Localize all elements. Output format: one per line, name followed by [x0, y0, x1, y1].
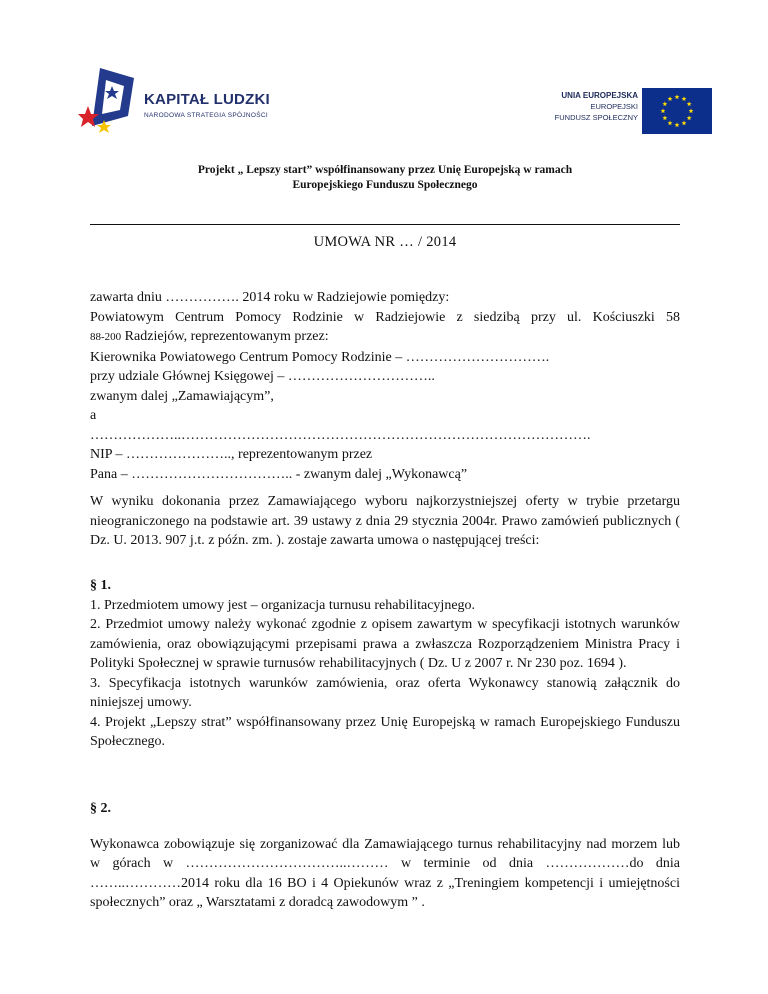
section-1-item-4: 4. Projekt „Lepszy strat” współfinansowany przez Unię Europejską w ramach Europejskiego Funduszu Społecznego.	[90, 714, 680, 749]
parties-line-accountant: przy udziale Głównej Księgowej – …………………………..	[90, 369, 435, 384]
project-header	[90, 163, 680, 193]
logo-title: KAPITAŁ LUDZKI	[144, 91, 270, 108]
parties-line-director: Kierownika Powiatowego Centrum Pomocy Rodzinie – ………………………….	[90, 349, 550, 365]
eu-logo-line3: FUNDUSZ SPOŁECZNY	[554, 113, 638, 122]
eu-flag-icon	[642, 88, 712, 134]
parties-line-nip: NIP – ………………….., reprezentowanym przez	[90, 447, 373, 462]
parties-line-address	[90, 327, 680, 348]
section-1-item-1: 1. Przedmiotem umowy jest – organizacja turnusu rehabilitacyjnego.	[90, 597, 476, 613]
header-divider	[90, 224, 680, 225]
contract-title: UMOWA NR … / 2014	[313, 234, 457, 250]
postal-code: 88-200	[90, 331, 122, 343]
parties-line-employer: Powiatowym Centrum Pomocy Rodzinie w Radziejowie z siedzibą przy ul. Kościuszki 58	[90, 309, 680, 325]
parties-line-ordering-party: zwanym dalej „Zamawiającym”,	[90, 388, 274, 404]
logo-subtitle: NARODOWA STRATEGIA SPÓJNOŚCI	[144, 112, 268, 119]
parties-line-and: a	[90, 408, 97, 423]
section-1	[90, 576, 680, 752]
parties-line-contractor-name: ………………..…………………………………………………………………………….	[90, 427, 591, 443]
parties-line-date: zawarta dniu ……………. 2014 roku w Radziejowie pomiędzy:	[90, 290, 450, 305]
parties-line-contractor: Pana – …………………………….. - zwanym dalej „Wykonawcą”	[90, 466, 468, 482]
project-line-1: Projekt „ Lepszy start” współfinansowany przez Unię Europejską w ramach	[197, 164, 573, 176]
eu-logo-text	[555, 90, 638, 123]
section-1-heading: § 1.	[90, 578, 111, 593]
parties-block	[90, 288, 680, 484]
section-1-item-3: 3. Specyfikacja istotnych warunków zamówienia, oraz oferta Wykonawcy stanowią załącznik do niniejszej umowy.	[90, 675, 680, 710]
eu-logo-line2: EUROPEJSKI	[590, 102, 638, 111]
section-2	[90, 799, 680, 913]
project-line-2: Europejskiego Funduszu Społecznego	[292, 179, 478, 191]
address-rest: Radziejów, reprezentowanym przez:	[121, 329, 329, 344]
section-2-heading: § 2.	[90, 801, 111, 816]
section-2-text: Wykonawca zobowiązuje się zorganizować dla Zamawiającego turnus rehabilitacyjny nad morzem lub w górach w ……………………………..……… w terminie od dnia ………………do dnia ……..…………2014 roku dla 16 BO i 4 Opiekunów wraz z „Treningiem kompetencji i umiejętności społecznych” oraz „ Warsztatami z doradcą zawodowym ” .	[90, 836, 680, 910]
eu-logo	[548, 88, 712, 132]
kapital-ludzki-emblem-icon	[78, 66, 138, 136]
intro-paragraph: W wyniku dokonania przez Zamawiającego wyboru najkorzystniejszej oferty w trybie przetargu nieograniczonego na podstawie art. 39 ustawy z dnia 29 stycznia 2004r. Prawo zamówień publicznych ( Dz. U. 2013. 907 j.t. z późn. zm. ). zostaje zawarta umowa o następującej treści:	[90, 494, 680, 548]
kapital-ludzki-logo	[78, 66, 278, 140]
eu-logo-line1: UNIA EUROPEJSKA	[561, 91, 638, 100]
section-1-item-2: 2. Przedmiot umowy należy wykonać zgodnie z opisem zawartym w specyfikacji istotnych warunków zamówienia, oraz obowiązującymi przepisami prawa a zwłaszcza Rozporządzeniem Ministra Pracy i Polityki Społecznej w sprawie turnusów rehabilitacyjnych ( Dz. U z 2007 r. Nr 230 poz. 1694 ).	[90, 617, 680, 671]
